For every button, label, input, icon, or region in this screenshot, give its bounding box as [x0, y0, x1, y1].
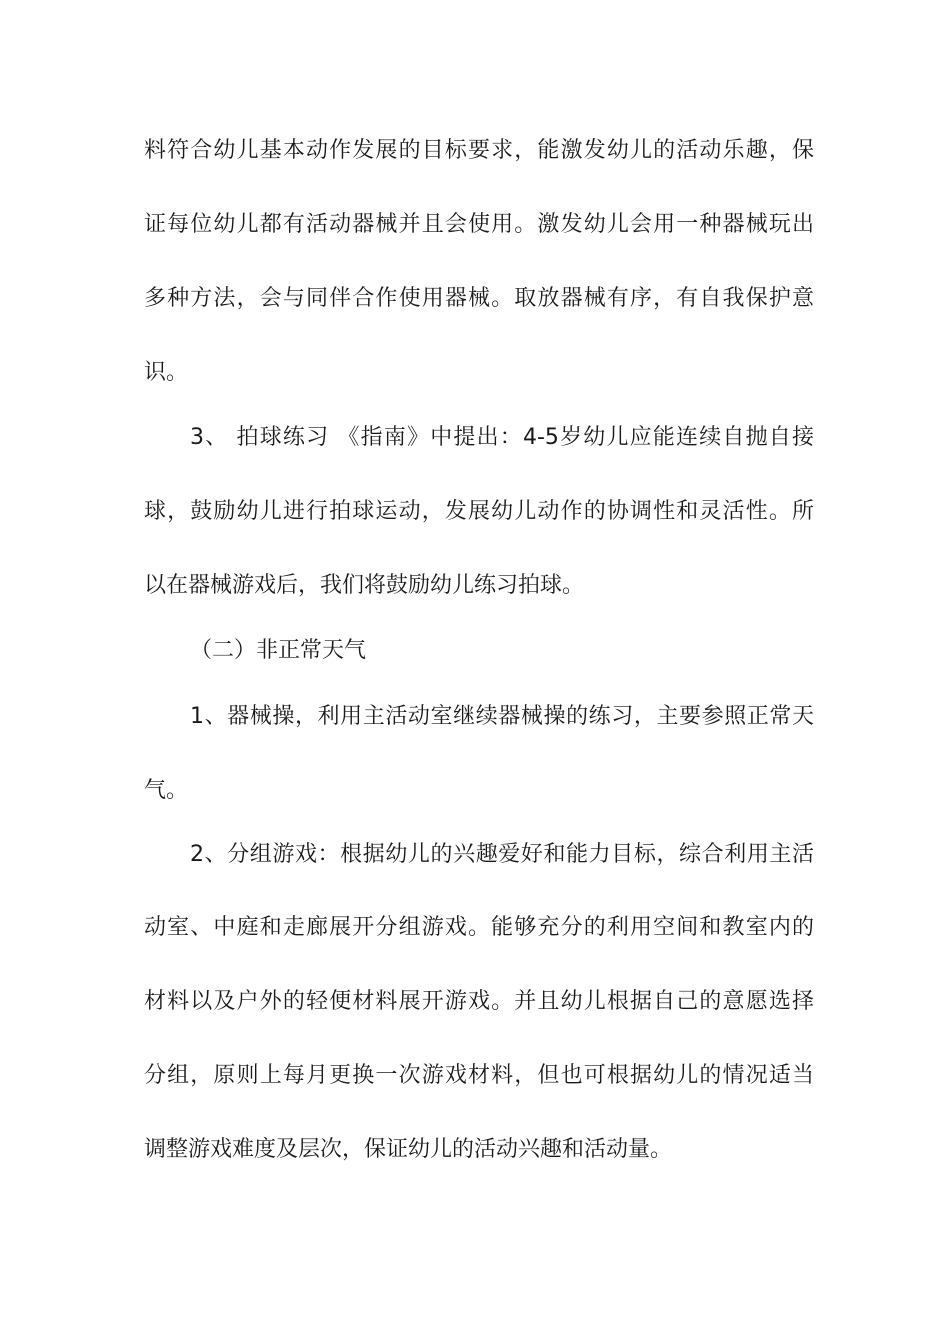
section-heading: （二）非正常天气 — [190, 638, 367, 663]
paragraph-line-6: 球，鼓励幼儿进行拍球运动，发展幼儿动作的协调性和灵活性。所 — [144, 499, 814, 524]
paragraph-line-7: 以在器械游戏后，我们将鼓励幼儿练习拍球。 — [144, 573, 585, 598]
paragraph-line-14: 分组，原则上每月更换一次游戏材料，但也可根据幼儿的情况适当 — [144, 1063, 814, 1088]
paragraph-line-10: 气。 — [144, 778, 189, 803]
paragraph-line-13: 材料以及户外的轻便材料展开游戏。并且幼儿根据自己的意愿选择 — [144, 989, 814, 1014]
paragraph-line-5: 3、 拍球练习 《指南》中提出：4-5岁幼儿应能连续自抛自接 — [190, 425, 814, 450]
paragraph-line-15: 调整游戏难度及层次，保证幼儿的活动兴趣和活动量。 — [144, 1137, 673, 1162]
paragraph-line-12: 动室、中庭和走廊展开分组游戏。能够充分的利用空间和教室内的 — [144, 915, 814, 940]
paragraph-line-2: 证每位幼儿都有活动器械并且会使用。激发幼儿会用一种器械玩出 — [144, 212, 814, 237]
paragraph-line-3: 多种方法，会与同伴合作使用器械。取放器械有序，有自我保护意 — [144, 286, 814, 311]
paragraph-line-11: 2、分组游戏：根据幼儿的兴趣爱好和能力目标，综合利用主活 — [190, 842, 814, 867]
paragraph-line-9: 1、器械操，利用主活动室继续器械操的练习，主要参照正常天 — [190, 704, 814, 729]
paragraph-line-1: 料符合幼儿基本动作发展的目标要求，能激发幼儿的活动乐趣，保 — [144, 138, 814, 163]
paragraph-line-4: 识。 — [144, 360, 189, 385]
